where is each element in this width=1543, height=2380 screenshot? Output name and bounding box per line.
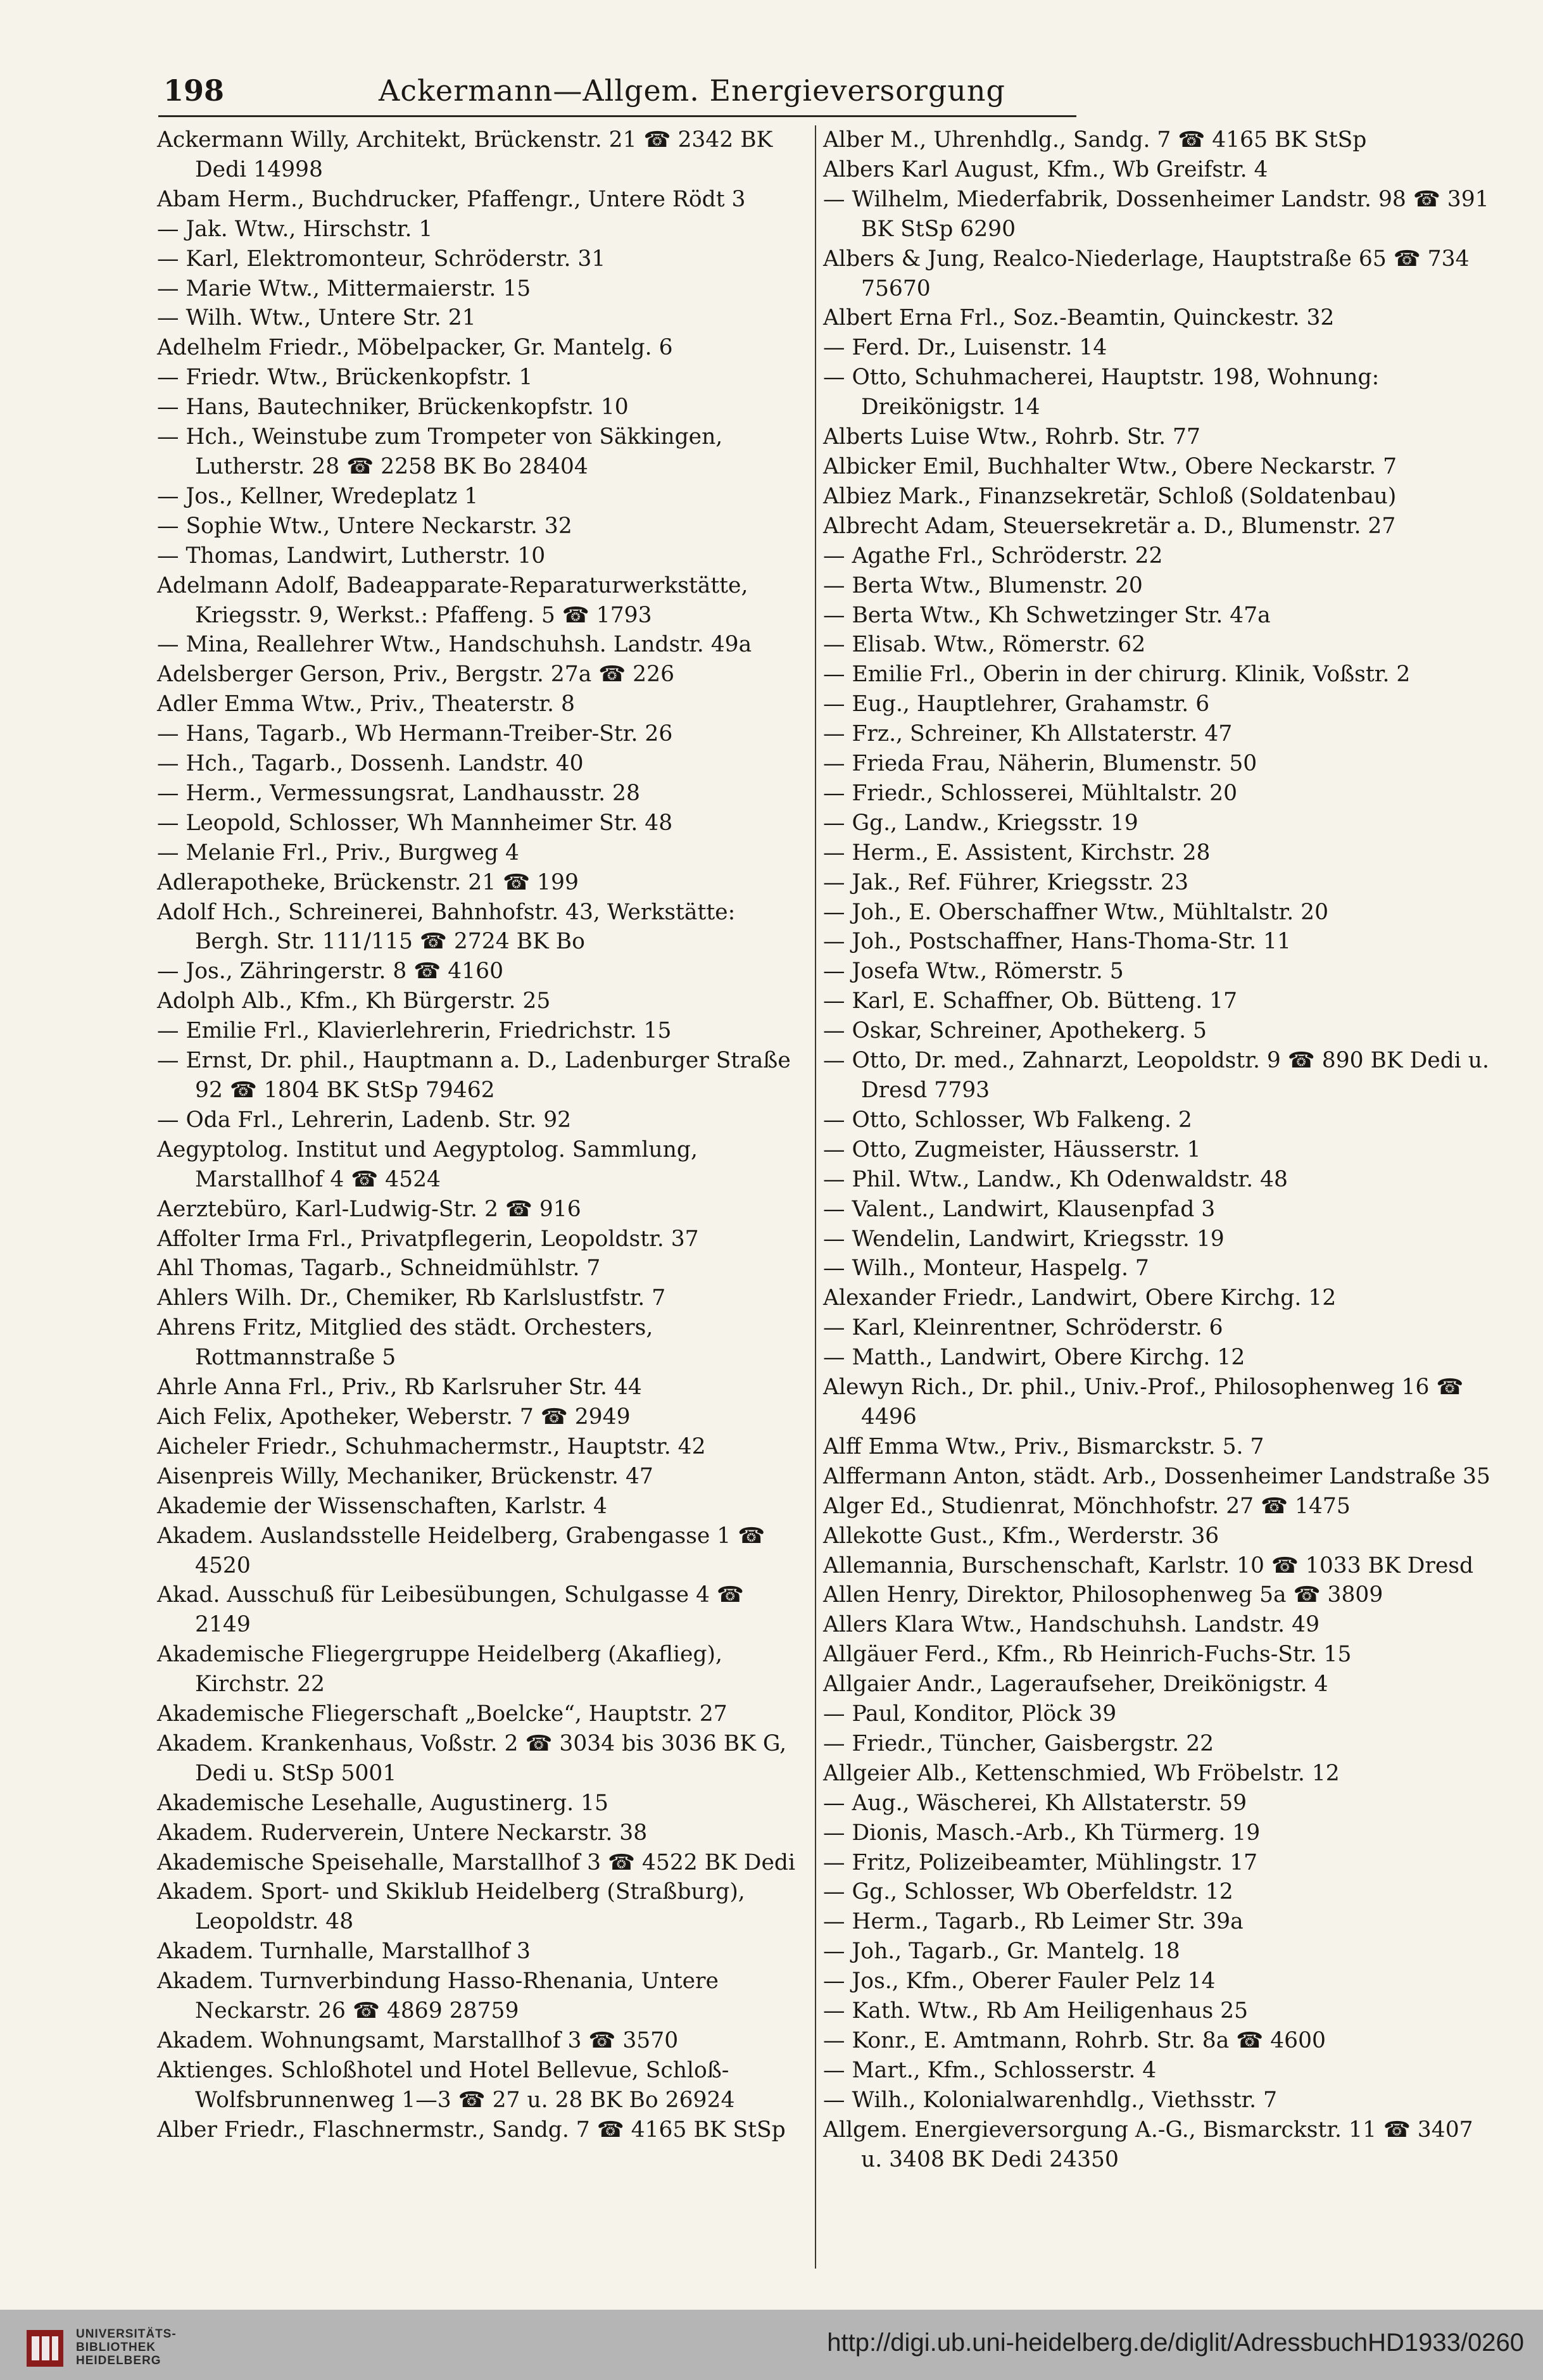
directory-entry: Ahlers Wilh. Dr., Chemiker, Rb Karlslustfstr. 7 [157, 1285, 666, 1311]
directory-entry: Akademie der Wissenschaften, Karlstr. 4 [157, 1493, 607, 1519]
directory-entry: — Sophie Wtw., Untere Neckarstr. 32 [157, 513, 572, 539]
directory-entry: Albrecht Adam, Steuersekretär a. D., Blumenstr. 27 [823, 513, 1396, 539]
directory-entry: — Marie Wtw., Mittermaierstr. 15 [157, 275, 531, 301]
directory-entry: — Kath. Wtw., Rb Am Heiligenhaus 25 [823, 1998, 1249, 2024]
directory-entry: Ahrle Anna Frl., Priv., Rb Karlsruher Str. 44 [157, 1375, 642, 1401]
directory-entry: — Thomas, Landwirt, Lutherstr. 10 [157, 543, 546, 569]
directory-entry: Albers Karl August, Kfm., Wb Greifstr. 4 [823, 156, 1268, 182]
directory-entry: — Emilie Frl., Klavierlehrerin, Friedrichstr. 15 [157, 1018, 672, 1044]
directory-entry: Alber M., Uhrenhdlg., Sandg. 7 ☎ 4165 BK StSp [823, 127, 1367, 153]
directory-entry: — Karl, Kleinrentner, Schröderstr. 6 [823, 1315, 1223, 1341]
library-name [76, 2327, 177, 2367]
directory-entry: — Berta Wtw., Kh Schwetzinger Str. 47a [823, 602, 1271, 628]
directory-entry: Akademische Lesehalle, Augustinerg. 15 [157, 1790, 609, 1816]
directory-entry: — Wilh. Wtw., Untere Str. 21 [157, 305, 476, 331]
directory-entry: Aerztebüro, Karl-Ludwig-Str. 2 ☎ 916 [157, 1196, 581, 1222]
directory-entry: Affolter Irma Frl., Privatpflegerin, Leopoldstr. 37 [157, 1226, 699, 1252]
directory-entry: — Joh., Postschaffner, Hans-Thoma-Str. 11 [823, 929, 1291, 955]
directory-entry: Akadem. Ruderverein, Untere Neckarstr. 38 [157, 1820, 648, 1846]
directory-entry: Alewyn Rich., Dr. phil., Univ.-Prof., Philosophenweg 16 ☎ 4496 [823, 1375, 1464, 1430]
directory-entry: — Herm., E. Assistent, Kirchstr. 28 [823, 840, 1211, 866]
directory-entry: Alber Friedr., Flaschnermstr., Sandg. 7 ☎ 4165 BK StSp [157, 2117, 786, 2143]
directory-entry: — Fritz, Polizeibeamter, Mühlingstr. 17 [823, 1849, 1258, 1875]
left-column [157, 125, 806, 2145]
directory-entry: — Josefa Wtw., Römerstr. 5 [823, 959, 1124, 985]
library-name-line: BIBLIOTHEK [76, 2341, 156, 2354]
directory-entry: — Hans, Tagarb., Wb Hermann-Treiber-Str. 26 [157, 721, 673, 747]
page-header [163, 68, 1075, 113]
directory-entry: Allgaier Andr., Lageraufseher, Dreikönigstr. 4 [823, 1672, 1328, 1697]
directory-entry: — Otto, Schuhmacherei, Hauptstr. 198, Wohnung: Dreikönigstr. 14 [823, 365, 1380, 420]
directory-entry: Albicker Emil, Buchhalter Wtw., Obere Neckarstr. 7 [823, 453, 1397, 479]
directory-entry: — Mart., Kfm., Schlosserstr. 4 [823, 2057, 1157, 2083]
directory-entry: — Jos., Kfm., Oberer Fauler Pelz 14 [823, 1968, 1216, 1994]
directory-entry: — Paul, Konditor, Plöck 39 [823, 1701, 1117, 1727]
directory-entry: Akadem. Turnhalle, Marstallhof 3 [157, 1939, 531, 1965]
directory-entry: — Friedr., Schlosserei, Mühltalstr. 20 [823, 780, 1238, 806]
directory-entry: — Valent., Landwirt, Klausenpfad 3 [823, 1196, 1216, 1222]
directory-entry: — Jos., Zähringerstr. 8 ☎ 4160 [157, 959, 504, 985]
directory-entry: Adolf Hch., Schreinerei, Bahnhofstr. 43, Werkstätte: Bergh. Str. 111/115 ☎ 2724 BK Bo [157, 899, 736, 955]
directory-entry: — Hans, Bautechniker, Brückenkopfstr. 10 [157, 394, 629, 420]
directory-entry: Aicheler Friedr., Schuhmachermstr., Hauptstr. 42 [157, 1433, 706, 1459]
directory-entry: — Agathe Frl., Schröderstr. 22 [823, 543, 1163, 569]
directory-entry: — Herm., Tagarb., Rb Leimer Str. 39a [823, 1909, 1244, 1935]
directory-entry: — Leopold, Schlosser, Wh Mannheimer Str. 48 [157, 810, 673, 836]
directory-entry: — Dionis, Masch.-Arb., Kh Türmerg. 19 [823, 1820, 1261, 1846]
right-column [823, 125, 1494, 2175]
directory-entry: Akademische Fliegergruppe Heidelberg (Akaflieg), Kirchstr. 22 [157, 1642, 722, 1697]
page-number: 198 [163, 73, 225, 108]
directory-entry: — Jak., Ref. Führer, Kriegsstr. 23 [823, 869, 1189, 895]
directory-entry: — Oskar, Schreiner, Apothekerg. 5 [823, 1018, 1207, 1044]
directory-entry: Albert Erna Frl., Soz.-Beamtin, Quinckestr. 32 [823, 305, 1335, 331]
column-divider [815, 125, 816, 2269]
directory-entry: — Otto, Schlosser, Wb Falkeng. 2 [823, 1107, 1192, 1133]
directory-entry: Adelsberger Gerson, Priv., Bergstr. 27a ☎ 226 [157, 662, 675, 688]
directory-entry: — Elisab. Wtw., Römerstr. 62 [823, 632, 1146, 658]
directory-entry: Allgäuer Ferd., Kfm., Rb Heinrich-Fuchs-Str. 15 [823, 1642, 1352, 1668]
directory-entry: Akadem. Krankenhaus, Voßstr. 2 ☎ 3034 bis 3036 BK G, Dedi u. StSp 5001 [157, 1730, 787, 1786]
directory-entry: — Wendelin, Landwirt, Kriegsstr. 19 [823, 1226, 1225, 1252]
directory-entry: — Herm., Vermessungsrat, Landhausstr. 28 [157, 780, 640, 806]
header-rule [158, 115, 1076, 117]
directory-entry: — Wilh., Monteur, Haspelg. 7 [823, 1256, 1149, 1281]
directory-entry: — Joh., Tagarb., Gr. Mantelg. 18 [823, 1939, 1180, 1965]
directory-entry: — Matth., Landwirt, Obere Kirchg. 12 [823, 1345, 1245, 1371]
directory-entry: — Jak. Wtw., Hirschstr. 1 [157, 216, 433, 242]
directory-entry: Abam Herm., Buchdrucker, Pfaffengr., Untere Rödt 3 [157, 186, 746, 212]
directory-entry: — Hch., Weinstube zum Trompeter von Säkkingen, Lutherstr. 28 ☎ 2258 BK Bo 28404 [157, 424, 723, 479]
directory-entry: — Karl, E. Schaffner, Ob. Bütteng. 17 [823, 988, 1238, 1014]
directory-entry: — Wilhelm, Miederfabrik, Dossenheimer Landstr. 98 ☎ 391 BK StSp 6290 [823, 186, 1489, 242]
directory-entry: — Gg., Schlosser, Wb Oberfeldstr. 12 [823, 1879, 1233, 1905]
directory-entry: Adlerapotheke, Brückenstr. 21 ☎ 199 [157, 869, 579, 895]
directory-entry: Ahl Thomas, Tagarb., Schneidmühlstr. 7 [157, 1256, 601, 1281]
directory-entry: — Eug., Hauptlehrer, Grahamstr. 6 [823, 691, 1210, 717]
directory-entry: Akadem. Turnverbindung Hasso-Rhenania, Untere Neckarstr. 26 ☎ 4869 28759 [157, 1968, 719, 2024]
directory-entry: — Friedr. Wtw., Brückenkopfstr. 1 [157, 365, 533, 391]
directory-entry: Akademische Speisehalle, Marstallhof 3 ☎ 4522 BK Dedi [157, 1849, 795, 1875]
directory-entry: Allgeier Alb., Kettenschmied, Wb Fröbelstr. 12 [823, 1760, 1340, 1786]
directory-entry: Allemannia, Burschenschaft, Karlstr. 10 ☎ 1033 BK Dresd [823, 1552, 1474, 1578]
directory-entry: Alberts Luise Wtw., Rohrb. Str. 77 [823, 424, 1200, 450]
directory-entry: — Phil. Wtw., Landw., Kh Odenwaldstr. 48 [823, 1166, 1288, 1192]
directory-entry: — Karl, Elektromonteur, Schröderstr. 31 [157, 246, 606, 272]
directory-entry: Adler Emma Wtw., Priv., Theaterstr. 8 [157, 691, 575, 717]
directory-entry: Aegyptolog. Institut und Aegyptolog. Sammlung, Marstallhof 4 ☎ 4524 [157, 1136, 698, 1192]
directory-entry: — Gg., Landw., Kriegsstr. 19 [823, 810, 1138, 836]
directory-entry: — Mina, Reallehrer Wtw., Handschuhsh. Landstr. 49a [157, 632, 752, 658]
directory-entry: — Frz., Schreiner, Kh Allstaterstr. 47 [823, 721, 1233, 747]
directory-entry: Alff Emma Wtw., Priv., Bismarckstr. 5. 7 [823, 1433, 1264, 1459]
directory-entry: Allen Henry, Direktor, Philosophenweg 5a ☎ 3809 [823, 1582, 1383, 1608]
directory-entry: — Aug., Wäscherei, Kh Allstaterstr. 59 [823, 1790, 1247, 1816]
directory-entry: Akadem. Wohnungsamt, Marstallhof 3 ☎ 3570 [157, 2028, 679, 2053]
directory-entry: Alger Ed., Studienrat, Mönchhofstr. 27 ☎ 1475 [823, 1493, 1351, 1519]
directory-entry: — Frieda Frau, Näherin, Blumenstr. 50 [823, 751, 1257, 777]
directory-entry: Alffermann Anton, städt. Arb., Dossenheimer Landstraße 35 [823, 1463, 1490, 1489]
source-url-link[interactable]: http://digi.ub.uni-heidelberg.de/diglit/AdressbuchHD1933/0260 [827, 2329, 1524, 2357]
directory-entry: — Oda Frl., Lehrerin, Ladenb. Str. 92 [157, 1107, 572, 1133]
directory-entry: — Konr., E. Amtmann, Rohrb. Str. 8a ☎ 4600 [823, 2028, 1326, 2053]
directory-entry: Aisenpreis Willy, Mechaniker, Brückenstr. 47 [157, 1463, 653, 1489]
directory-entry: Ackermann Willy, Architekt, Brückenstr. 21 ☎ 2342 BK Dedi 14998 [157, 127, 773, 182]
directory-entry: Adelhelm Friedr., Möbelpacker, Gr. Mantelg. 6 [157, 335, 673, 361]
directory-entry: — Otto, Dr. med., Zahnarzt, Leopoldstr. 9 ☎ 890 BK Dedi u. Dresd 7793 [823, 1048, 1489, 1103]
directory-entry: — Hch., Tagarb., Dossenh. Landstr. 40 [157, 751, 584, 777]
directory-entry: Akad. Ausschuß für Leibesübungen, Schulgasse 4 ☎ 2149 [157, 1582, 744, 1638]
directory-entry: Adolph Alb., Kfm., Kh Bürgerstr. 25 [157, 988, 551, 1014]
directory-entry: Aich Felix, Apotheker, Weberstr. 7 ☎ 2949 [157, 1404, 631, 1430]
directory-entry: — Berta Wtw., Blumenstr. 20 [823, 572, 1143, 598]
directory-entry: Allekotte Gust., Kfm., Werderstr. 36 [823, 1523, 1219, 1549]
running-title: Ackermann—Allgem. Energieversorgung [379, 73, 1005, 108]
directory-entry: — Friedr., Tüncher, Gaisbergstr. 22 [823, 1730, 1214, 1756]
directory-entry: Allers Klara Wtw., Handschuhsh. Landstr. 49 [823, 1612, 1320, 1638]
directory-entry: — Wilh., Kolonialwarenhdlg., Viethsstr. 7 [823, 2087, 1278, 2113]
directory-entry: Alexander Friedr., Landwirt, Obere Kirchg. 12 [823, 1285, 1337, 1311]
directory-entry: Akademische Fliegerschaft „Boelcke“, Hauptstr. 27 [157, 1701, 727, 1727]
library-logo-icon [25, 2329, 65, 2368]
directory-entry: — Joh., E. Oberschaffner Wtw., Mühltalstr. 20 [823, 899, 1329, 925]
directory-entry: Ahrens Fritz, Mitglied des städt. Orchesters, Rottmannstraße 5 [157, 1315, 653, 1371]
directory-entry: — Ferd. Dr., Luisenstr. 14 [823, 335, 1107, 361]
directory-entry: — Melanie Frl., Priv., Burgweg 4 [157, 840, 519, 866]
directory-entry: Allgem. Energieversorgung A.-G., Bismarckstr. 11 ☎ 3407 u. 3408 BK Dedi 24350 [823, 2117, 1473, 2172]
directory-entry: — Otto, Zugmeister, Häusserstr. 1 [823, 1136, 1201, 1162]
directory-entry: — Emilie Frl., Oberin in der chirurg. Klinik, Voßstr. 2 [823, 662, 1411, 688]
directory-entry: Albers & Jung, Realco-Niederlage, Hauptstraße 65 ☎ 734 75670 [823, 246, 1470, 301]
library-name-line: HEIDELBERG [76, 2354, 161, 2367]
directory-entry: Albiez Mark., Finanzsekretär, Schloß (Soldatenbau) [823, 483, 1397, 509]
directory-entry: — Ernst, Dr. phil., Hauptmann a. D., Ladenburger Straße 92 ☎ 1804 BK StSp 79462 [157, 1048, 791, 1103]
directory-entry: — Jos., Kellner, Wredeplatz 1 [157, 483, 479, 509]
library-name-line: UNIVERSITÄTS- [76, 2327, 177, 2341]
directory-entry: Aktienges. Schloßhotel und Hotel Bellevue, Schloß-Wolfsbrunnenweg 1—3 ☎ 27 u. 28 BK Bo 26924 [157, 2057, 735, 2113]
directory-entry: Akadem. Auslandsstelle Heidelberg, Grabengasse 1 ☎ 4520 [157, 1523, 765, 1578]
directory-entry: Akadem. Sport- und Skiklub Heidelberg (Straßburg), Leopoldstr. 48 [157, 1879, 745, 1935]
directory-entry: Adelmann Adolf, Badeapparate-Reparaturwerkstätte, Kriegsstr. 9, Werkst.: Pfaffeng. 5 ☎ 1793 [157, 572, 748, 628]
footer-bar [0, 2310, 1543, 2380]
